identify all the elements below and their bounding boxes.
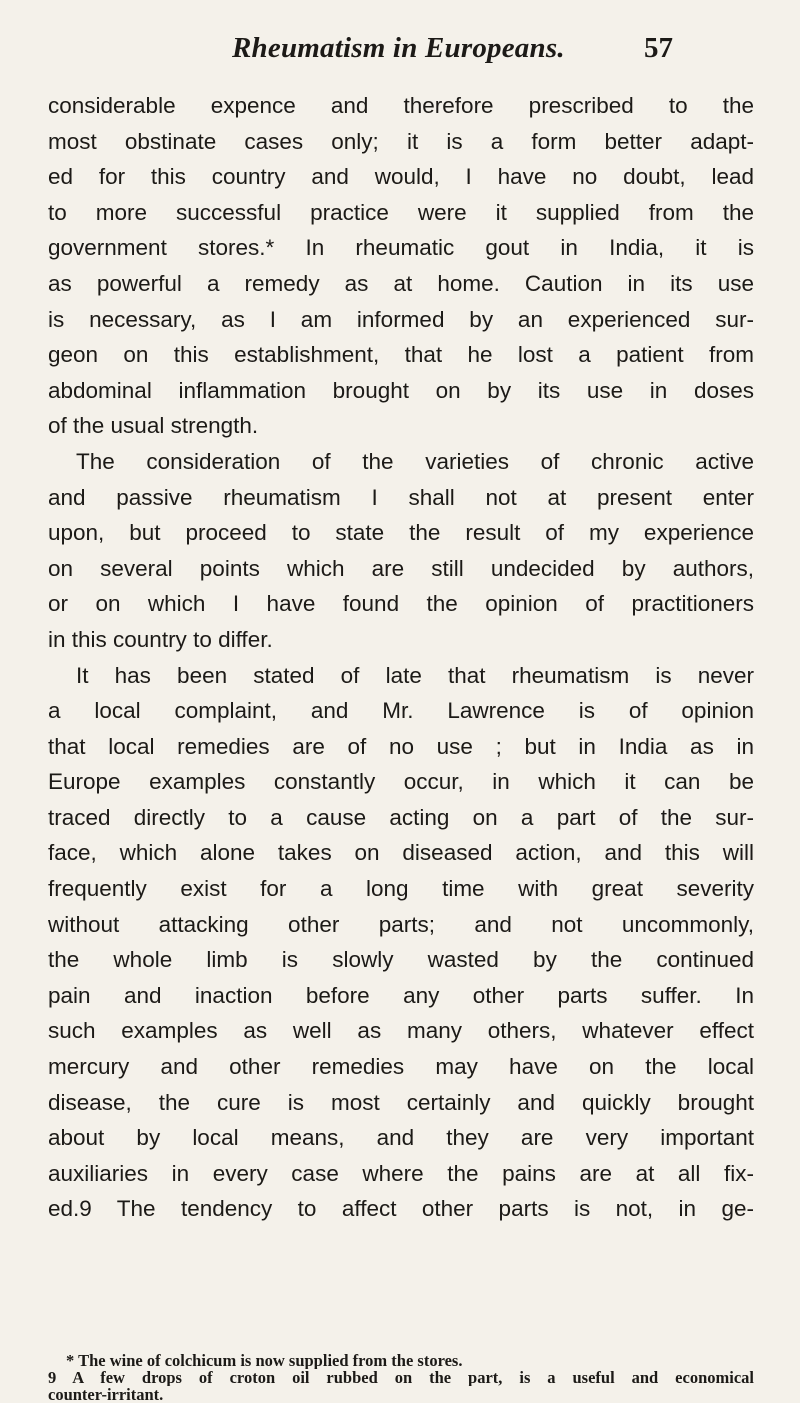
text-line: in this country to differ. xyxy=(48,626,273,652)
text-line: auxiliaries in every case where the pains are at all fix- xyxy=(48,1160,754,1186)
text-line: pain and inaction before any other parts suffer. In xyxy=(48,982,754,1008)
text-line: ed for this country and would, I have no doubt, lead xyxy=(48,164,754,190)
text-line: abdominal inflammation brought on by its use in doses xyxy=(48,377,754,403)
text-line: The consideration of the varieties of chronic active xyxy=(76,448,754,474)
text-line: a local complaint, and Mr. Lawrence is of opinion xyxy=(48,698,754,724)
body-text xyxy=(48,88,754,1227)
text-line: ed.9 The tendency to affect other parts is not, in ge- xyxy=(48,1196,754,1222)
text-line: about by local means, and they are very important xyxy=(48,1125,754,1151)
text-line: to more successful practice were it supplied from the xyxy=(48,199,754,225)
running-head xyxy=(0,30,800,70)
text-line: such examples as well as many others, whatever effect xyxy=(48,1018,754,1044)
text-line: face, which alone takes on diseased action, and this will xyxy=(48,840,754,866)
text-line: and passive rheumatism I shall not at present enter xyxy=(48,484,754,510)
text-line: without attacking other parts; and not uncommonly, xyxy=(48,911,754,937)
text-line: upon, but proceed to state the result of my experience xyxy=(48,520,754,546)
text-line: that local remedies are of no use ; but in India as in xyxy=(48,733,754,759)
text-line: It has been stated of late that rheumatism is never xyxy=(76,662,754,688)
text-line: considerable expence and therefore prescribed to the xyxy=(48,93,754,118)
text-line: most obstinate cases only; it is a form better adapt- xyxy=(48,128,754,154)
footnotes xyxy=(48,1352,754,1403)
text-line: disease, the cure is most certainly and quickly brought xyxy=(48,1089,754,1115)
text-line: frequently exist for a long time with great severity xyxy=(48,876,754,902)
footnote: 9 A few drops of croton oil rubbed on the part, is a useful and economical xyxy=(48,1369,754,1386)
text-line: geon on this establishment, that he lost a patient from xyxy=(48,342,754,368)
text-line: is necessary, as I am informed by an experienced sur- xyxy=(48,306,754,332)
text-line: the whole limb is slowly wasted by the continued xyxy=(48,947,754,973)
text-line: as powerful a remedy as at home. Caution in its use xyxy=(48,270,754,296)
text-line: traced directly to a cause acting on a part of the sur- xyxy=(48,804,754,830)
text-line: mercury and other remedies may have on the local xyxy=(48,1054,754,1080)
text-line: Europe examples constantly occur, in which it can be xyxy=(48,769,754,795)
text-line: or on which I have found the opinion of practitioners xyxy=(48,591,754,617)
page-number: 57 xyxy=(644,32,673,64)
footnote: counter-irritant. xyxy=(48,1386,164,1403)
text-line: on several points which are still undecided by authors, xyxy=(48,555,754,581)
text-line: government stores.* In rheumatic gout in India, it is xyxy=(48,235,754,261)
running-head-title: Rheumatism in Europeans. xyxy=(232,32,565,64)
text-line: of the usual strength. xyxy=(48,413,259,439)
footnote: * The wine of colchicum is now supplied from the stores. xyxy=(66,1352,463,1369)
